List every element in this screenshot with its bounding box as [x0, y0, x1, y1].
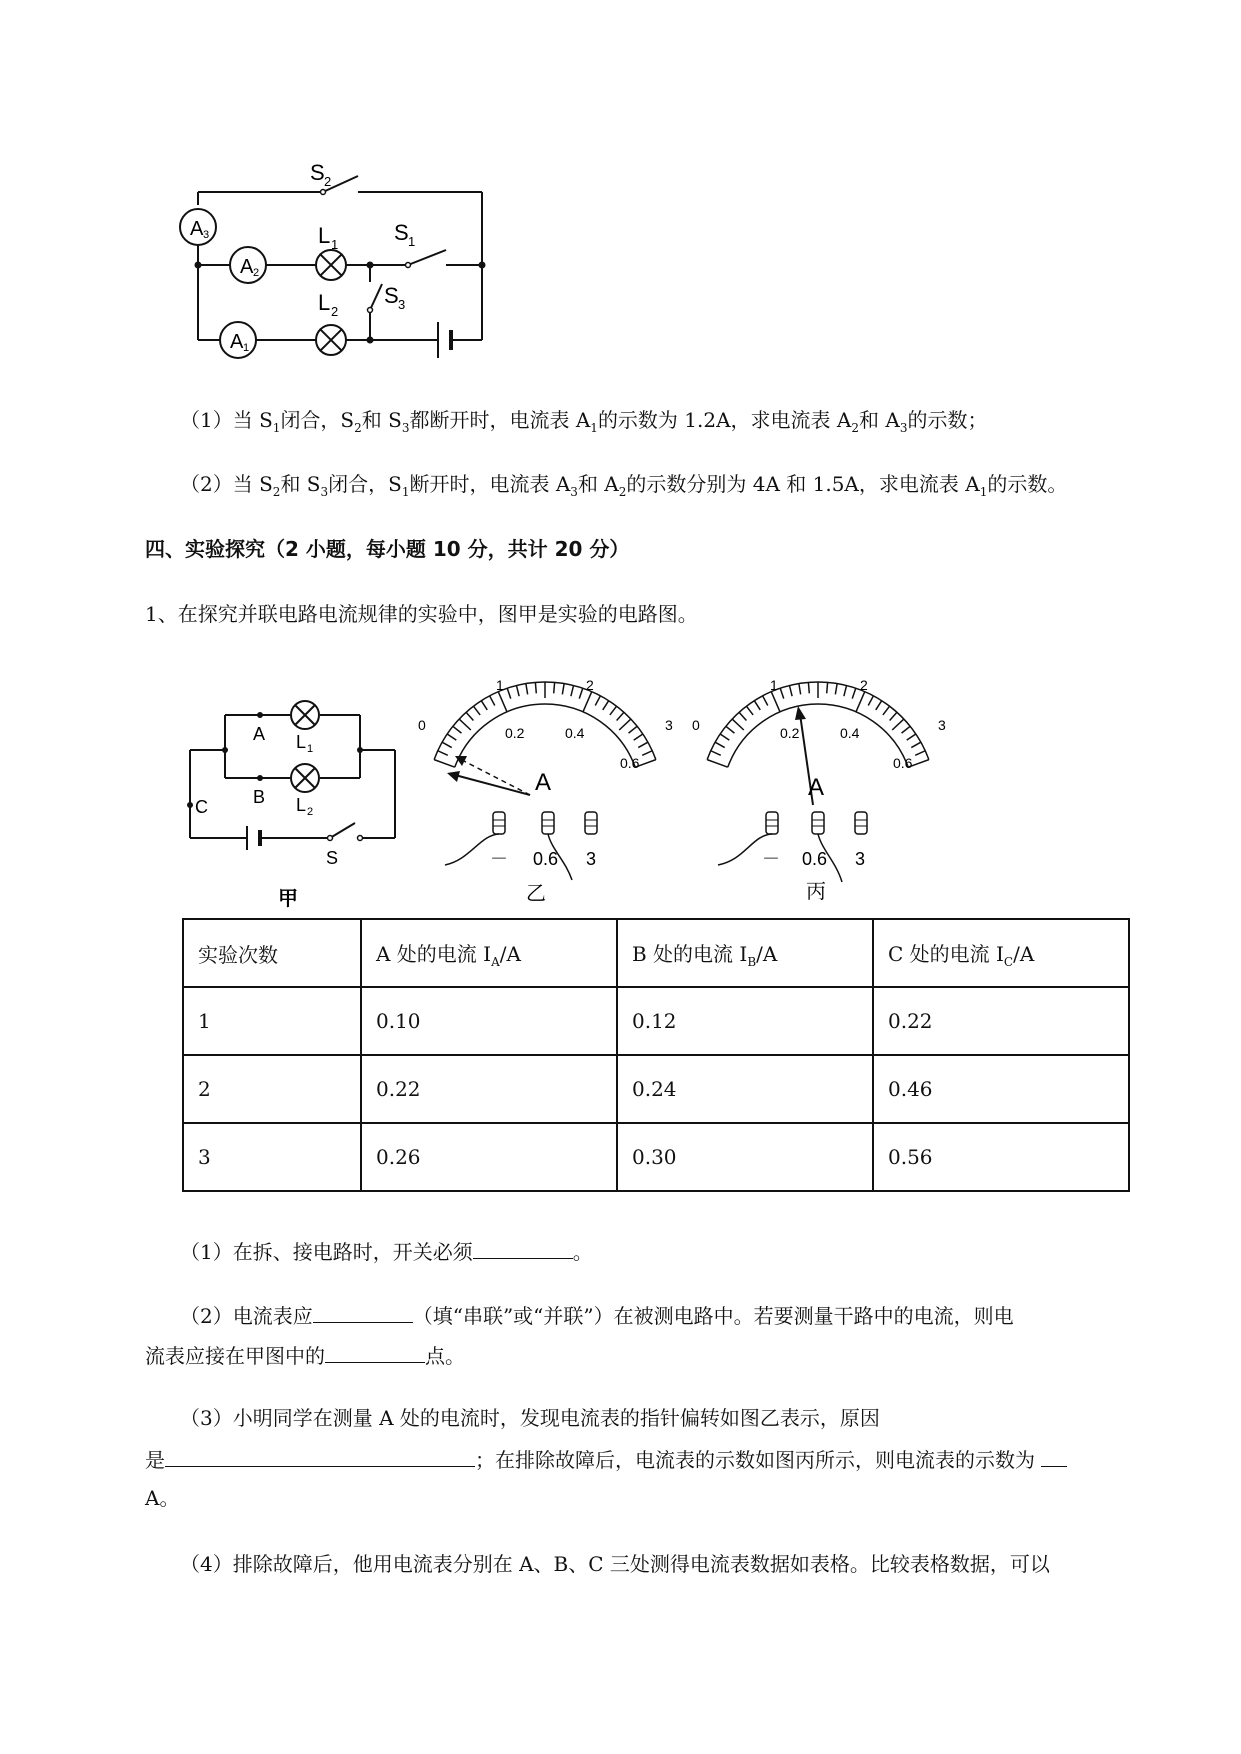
- svg-text:0.2: 0.2: [780, 725, 800, 741]
- svg-text:1: 1: [307, 743, 314, 755]
- table-header-cell: B 处的电流 $I_B/A$: [617, 919, 873, 987]
- scale-tick: [835, 684, 837, 695]
- svg-text:1: 1: [770, 677, 778, 693]
- scale-tick: [746, 706, 753, 715]
- svg-text:3: 3: [586, 849, 597, 869]
- table-cell: 1: [183, 987, 361, 1055]
- table-header-cell: A 处的电流 $I_A/A$: [361, 919, 617, 987]
- answer-blank[interactable]: [325, 1340, 425, 1363]
- scale-tick: [907, 734, 916, 740]
- svg-text:3: 3: [203, 229, 210, 241]
- scale-tick: [638, 742, 648, 747]
- svg-text:2: 2: [307, 806, 314, 818]
- ammeter-a2: [230, 247, 266, 283]
- table-header-cell: C 处的电流 $I_C/A$: [873, 919, 1129, 987]
- svg-text:1: 1: [496, 677, 504, 693]
- scale-tick: [808, 682, 809, 693]
- scale-tick: [490, 696, 495, 706]
- scale-tick: [434, 760, 455, 768]
- scale-tick: [720, 734, 729, 740]
- lamp-l2-jia: [291, 764, 319, 792]
- sub-question-1: （1）在拆、接电路时，开关必须 。: [180, 1236, 593, 1266]
- scale-tick: [442, 742, 452, 747]
- svg-text:－: －: [490, 849, 508, 869]
- svg-text:2: 2: [253, 267, 260, 279]
- table-header-row: [183, 919, 1129, 987]
- point-a-label: A: [253, 724, 266, 744]
- table-cell: 0.12: [617, 987, 873, 1055]
- svg-text:1: 1: [408, 234, 416, 249]
- scale-tick: [707, 760, 728, 768]
- point-c-label: C: [195, 797, 208, 817]
- svg-text:1: 1: [331, 237, 339, 252]
- svg-text:3: 3: [938, 717, 946, 733]
- lamp-l1: [316, 250, 346, 280]
- label-l1: L: [318, 223, 331, 248]
- scale-tick: [711, 751, 721, 756]
- scale-tick: [715, 742, 725, 747]
- label-s2: S: [310, 160, 325, 185]
- problem-1-intro: 1、在探究并联电路电流规律的实验中，图甲是实验的电路图。: [145, 602, 698, 626]
- table-cell: 0.26: [361, 1123, 617, 1191]
- scale-tick: [516, 686, 519, 697]
- caption-jia: 甲: [278, 888, 298, 910]
- caption-bing: 丙: [806, 881, 826, 903]
- scale-tick: [466, 712, 473, 720]
- table-header-cell: 实验次数: [183, 919, 361, 987]
- scale-tick: [856, 692, 865, 712]
- scale-tick: [562, 684, 564, 695]
- sub-question-3-end: A。: [145, 1486, 180, 1510]
- scale-tick: [844, 686, 847, 697]
- scale-tick: [739, 712, 746, 720]
- scale-tick: [915, 751, 925, 756]
- svg-text:0.2: 0.2: [505, 725, 525, 741]
- circuit-diagram-top: [170, 150, 500, 365]
- sub-question-4: （4）排除故障后，他用电流表分别在 A、B、C 三处测得电流表数据如表格。比较表格数据，可以: [180, 1552, 1050, 1576]
- scale-tick: [610, 706, 617, 715]
- table-cell: 0.10: [361, 987, 617, 1055]
- label-s3: S: [384, 283, 399, 308]
- scale-tick: [535, 682, 536, 693]
- caption-yi: 乙: [526, 883, 546, 905]
- scale-tick: [902, 726, 911, 733]
- point-b-label: B: [253, 787, 266, 807]
- svg-text:0.6: 0.6: [893, 755, 913, 771]
- scale-tick: [780, 688, 784, 698]
- scale-tick: [507, 688, 511, 698]
- table-cell: 0.24: [617, 1055, 873, 1123]
- svg-text:A: A: [240, 256, 254, 278]
- scale-tick: [473, 706, 480, 715]
- scale-tick: [771, 692, 780, 712]
- scale-arc: [455, 704, 635, 767]
- sub-question-3-cont: 是 ；在排除故障后，电流表的示数如图丙所示，则电流表的示数为: [145, 1444, 1067, 1474]
- scale-tick: [619, 719, 631, 730]
- scale-tick: [583, 692, 592, 712]
- scale-tick: [642, 751, 652, 756]
- scale-tick: [852, 688, 856, 698]
- scale-tick: [438, 751, 448, 756]
- scale-arc: [728, 704, 908, 767]
- svg-text:－: －: [762, 849, 780, 869]
- svg-text:A: A: [230, 331, 244, 353]
- svg-text:3: 3: [665, 717, 673, 733]
- scale-tick: [732, 719, 744, 730]
- data-table: [182, 918, 1130, 1192]
- svg-text:0.4: 0.4: [565, 725, 585, 741]
- scale-tick: [453, 726, 462, 733]
- scale-tick: [629, 726, 638, 733]
- table-row: [183, 987, 1129, 1055]
- scale-tick: [789, 686, 792, 697]
- answer-blank[interactable]: [1041, 1444, 1067, 1467]
- svg-text:2: 2: [586, 677, 594, 693]
- scale-tick: [459, 719, 471, 730]
- svg-text:0: 0: [418, 717, 426, 733]
- answer-blank[interactable]: [165, 1444, 475, 1467]
- table-cell: 0.30: [617, 1123, 873, 1191]
- answer-blank[interactable]: [313, 1300, 413, 1323]
- svg-text:0.6: 0.6: [802, 849, 828, 869]
- scale-tick: [890, 712, 897, 720]
- scale-tick: [498, 692, 507, 712]
- ammeter-a1: [220, 322, 256, 358]
- meter-unit-yi: A: [535, 769, 552, 796]
- svg-text:1: 1: [243, 342, 250, 354]
- svg-text:A: A: [190, 218, 204, 240]
- scale-tick: [447, 734, 456, 740]
- svg-text:3: 3: [855, 849, 866, 869]
- section-heading: 四、实验探究（2 小题，每小题 10 分，共计 20 分）: [145, 537, 630, 561]
- question-2: （2）当 $S_2$和 $S_3$闭合，$S_1$断开时，电流表 $A_3$和 $A_2$的示数分别为 4A 和 1.5A，求电流表 $A_1$的示数。: [180, 472, 1068, 499]
- question-1: （1）当 $S_1$闭合，$S_2$和 $S_3$都断开时，电流表 $A_1$的示数为 1.2A，求电流表 $A_2$和 $A_3$的示数；: [180, 408, 988, 435]
- table-row: [183, 1123, 1129, 1191]
- svg-text:0: 0: [692, 717, 700, 733]
- svg-text:L: L: [296, 732, 307, 752]
- ammeter-a3: [180, 209, 216, 245]
- scale-tick: [571, 686, 574, 697]
- sub-question-2-cont: 流表应接在甲图中的 点。: [145, 1340, 465, 1370]
- answer-blank[interactable]: [473, 1236, 573, 1259]
- table-cell: 0.56: [873, 1123, 1129, 1191]
- lamp-l2: [316, 325, 346, 355]
- scale-tick: [634, 734, 643, 740]
- lamp-l1-jia: [291, 701, 319, 729]
- label-l2: L: [318, 290, 331, 315]
- svg-text:0.4: 0.4: [840, 725, 860, 741]
- table-cell: 2: [183, 1055, 361, 1123]
- scale-tick: [526, 684, 528, 695]
- scale-tick: [911, 742, 921, 747]
- scale-tick: [579, 688, 583, 698]
- scale-tick: [827, 682, 828, 693]
- scale-tick: [868, 696, 873, 706]
- svg-text:2: 2: [331, 304, 339, 319]
- scale-tick: [595, 696, 600, 706]
- scale-tick: [554, 682, 555, 693]
- table-row: [183, 1055, 1129, 1123]
- svg-text:0.6: 0.6: [620, 755, 640, 771]
- scale-tick: [603, 701, 609, 710]
- label-s1: S: [394, 220, 409, 245]
- svg-text:2: 2: [860, 677, 868, 693]
- switch-s-label: S: [326, 848, 339, 868]
- scale-tick: [876, 701, 882, 710]
- table-cell: 0.22: [361, 1055, 617, 1123]
- scale-tick: [763, 696, 768, 706]
- scale-tick: [617, 712, 624, 720]
- scale-tick: [892, 719, 904, 730]
- scale-tick: [754, 701, 760, 710]
- scale-tick: [883, 706, 890, 715]
- sub-question-2: （2）电流表应 （填“串联”或“并联”）在被测电路中。若要测量干路中的电流，则电: [180, 1300, 1014, 1330]
- table-cell: 0.22: [873, 987, 1129, 1055]
- meter-unit-bing: A: [808, 774, 825, 801]
- ammeter-bing: [690, 665, 960, 910]
- svg-text:0.6: 0.6: [533, 849, 559, 869]
- ammeter-yi: [415, 665, 685, 910]
- svg-text:L: L: [296, 795, 307, 815]
- table-cell: 0.46: [873, 1055, 1129, 1123]
- svg-text:2: 2: [324, 174, 332, 189]
- sub-question-3: （3）小明同学在测量 A 处的电流时，发现电流表的指针偏转如图乙表示，原因: [180, 1406, 880, 1430]
- scale-tick: [799, 684, 801, 695]
- scale-tick: [726, 726, 735, 733]
- svg-text:3: 3: [398, 297, 406, 312]
- circuit-diagram-jia: [180, 695, 410, 915]
- scale-tick: [481, 701, 487, 710]
- table-cell: 3: [183, 1123, 361, 1191]
